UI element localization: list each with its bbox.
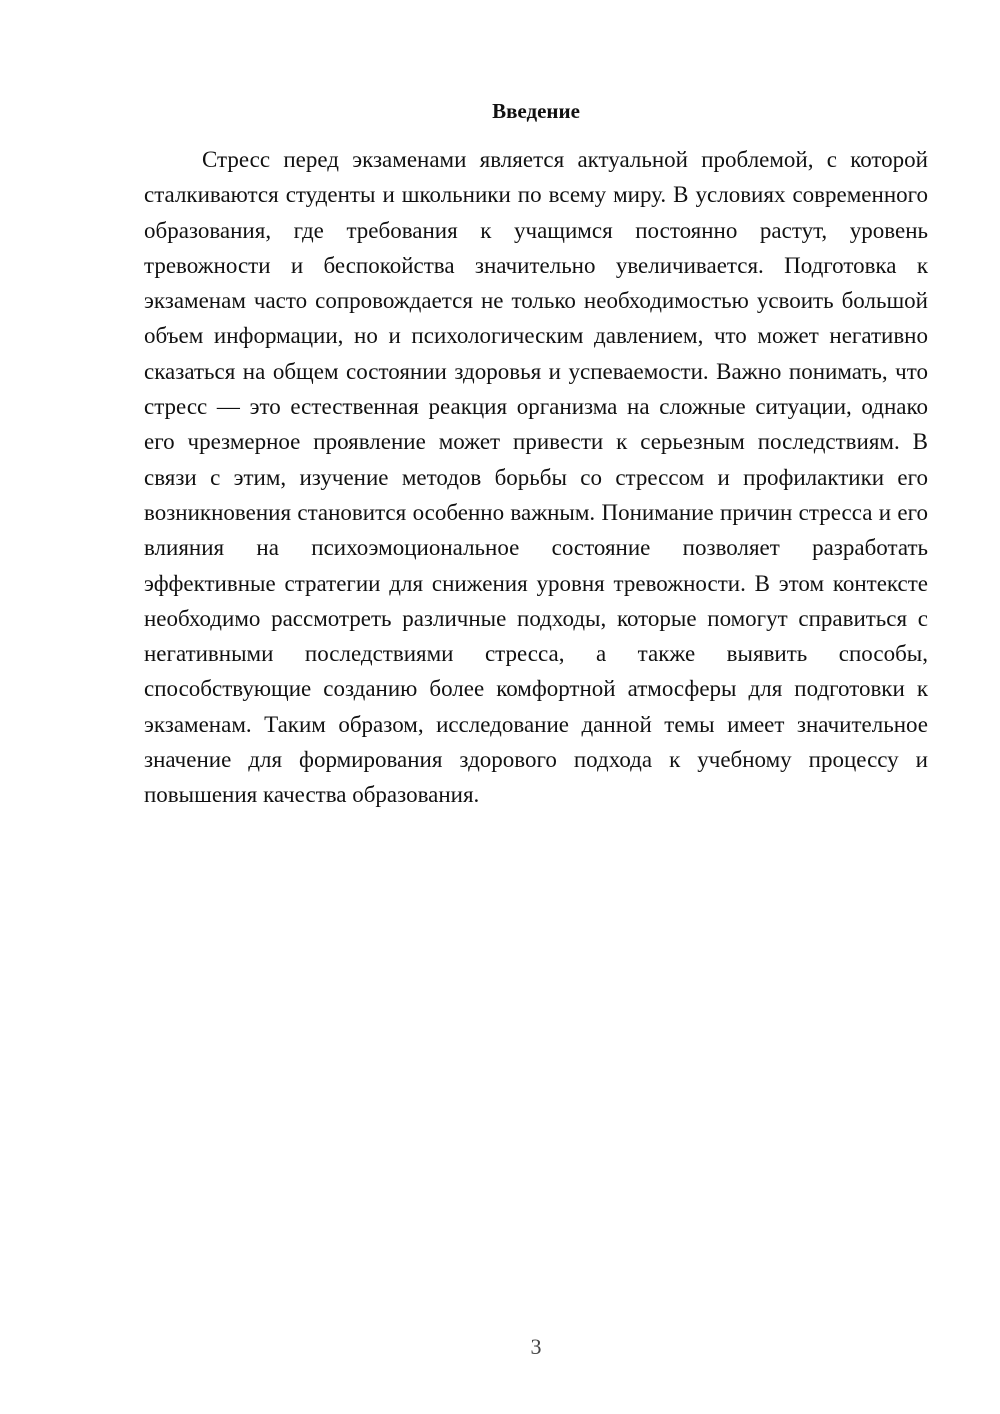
intro-paragraph: Стресс перед экзаменами является актуальной проблемой, с которой сталкиваются студенты и школьники по всему миру. В условиях современного образования, где требования к учащимся постоянно растут, уровень тревожности и беспокойства значительно увеличивается. Подготовка к экзаменам часто сопровождается не только необходимостью усвоить большой объем информации, но и психологическим давлением, что может негативно сказаться на общем состоянии здоровья и успеваемости. Важно понимать, что стресс — это естественная реакция организма на сложные ситуации, однако его чрезмерное проявление может привести к серьезным последствиям. В связи с этим, изучение методов борьбы со стрессом и профилактики его возникновения становится особенно важным. Понимание причин стресса и его влияния на психоэмоциональное состояние позволяет разработать эффективные стратегии для снижения уровня тревожности. В этом контексте необходимо рассмотреть различные подходы, которые помогут справиться с негативными последствиями стресса, а также выявить способы, способствующие созданию более комфортной атмосферы для подготовки к экзаменам. Таким образом, исследование данной темы имеет значительное значение для формирования здорового подхода к учебному процессу и повышения качества образования. (144, 147, 928, 808)
page-number: 3 (530, 1334, 542, 1359)
page-title: Введение (492, 99, 580, 123)
